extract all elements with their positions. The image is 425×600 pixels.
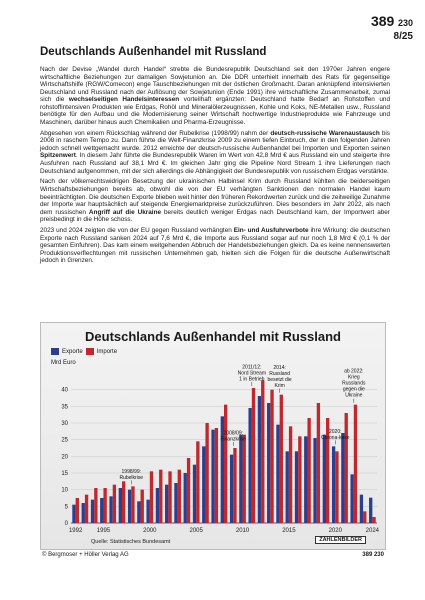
bar-exporte [286,451,289,523]
annotation-line: Rubelkrise [119,474,144,481]
annotation-line: Krieg [347,374,360,381]
bar-exporte [350,474,353,523]
chart-graphic [40,322,386,562]
bar-exporte [82,503,85,523]
bar-exporte [267,403,270,523]
y-tick-label: 40 [61,387,68,394]
bar-exporte [332,446,335,523]
annotation-line: Russlands [342,380,366,387]
bar-exporte [146,500,149,523]
article-text: ihre Wirkung: die deutschen Exporte nach Russland sanken 2024 auf 7,6 Mrd €, die Importe aus Russland sogar auf nur noch 1,8 Mrd € (0,1 % der gesamten Einfuhren). Das kam einem weitgehenden Abbruch der Handelsbeziehungen gleich. Da es keine nennenswerten Produktionsverflechtungen mit russischen Unternehmen gab, hielten sich die Folgen für die deutsche Außenwirtschaft jedoch in Grenzen. [40,227,390,265]
annotation-line: besetzt die [267,376,292,383]
bar-exporte [323,435,326,523]
x-tick-label: 2005 [189,528,203,534]
article-emphasis: Angriff auf die Ukraine [88,208,162,216]
article-paragraph [40,130,390,175]
article-paragraph [40,227,390,265]
bar-importe [363,511,366,523]
article-text: 2023 und 2024 zeigten die von der EU gegen Russland verhängten [40,227,234,235]
bar-importe [113,485,116,523]
bar-exporte [91,500,94,523]
bar-importe [289,426,292,523]
footer-number: 389 230 [362,552,384,558]
annotation-label [220,431,246,443]
chart-title: Deutschlands Außenhandel mit Russland [85,329,341,344]
annotation-line: Krim [274,382,285,389]
bar-exporte [248,408,251,523]
annotation-label [342,369,366,399]
bar-importe [141,490,144,523]
y-tick-label: 10 [61,487,68,494]
bar-exporte [369,498,372,523]
bar-exporte [258,396,261,523]
bar-exporte [119,488,122,523]
page-footer [40,552,386,562]
legend-label-exporte: Exporte [62,348,83,355]
bar-importe [187,458,190,523]
article-paragraph [40,178,390,223]
x-tick-label: 1995 [96,528,111,534]
chart-svg [41,323,387,551]
bar-importe [168,471,171,523]
bar-importe [233,448,236,523]
bar-importe [159,470,162,523]
annotation-line: Corona-krise [320,434,350,441]
bar-importe [252,388,255,523]
y-tick-label: 15 [61,471,68,477]
x-tick-label: 2010 [235,528,250,534]
bar-exporte [128,490,131,523]
annotation-line: Nord Stream [237,370,266,377]
page-header [0,0,425,60]
bar-importe [215,428,218,523]
bar-importe [354,405,357,523]
article-text: Nach der Devise „Wandel durch Handel“ strebte die Bundesrepublik Deutschland seit den 1970er Jahren engere wirtschaftliche Beziehungen zur damaligen Sowjetunion an. Die DDR unterhielt innerhalb des Rats für gegenseitige Wirtschaftshilfe (RGW/Comecon) enge Tauschbeziehungen mit der östlichen Großmacht. Daran anknüpfend intensivierten Deutschland und Russland nach der Auflösung der Sowjetunion (Ende 1991) ihre wirtschaftliche Zusammenarbeit, zumal sich die [40,66,390,104]
copyright: © Bergmoser + Höller Verlag AG [42,552,129,558]
bar-importe [224,405,227,523]
chart-source: Quelle: Statistisches Bundesamt [91,539,171,545]
annotation-line: 1 in Betrieb [239,376,265,383]
bar-importe [307,418,310,523]
bar-exporte [360,495,363,523]
brand-label: ZAHLENBILDER [315,536,366,544]
chart-panel [40,322,386,550]
bar-exporte [276,425,279,523]
annotation-line: 2014: [273,364,286,371]
bar-exporte [230,455,233,523]
bar-exporte [341,433,344,523]
bar-importe [261,380,264,523]
bar-importe [94,488,97,523]
article-emphasis: deutsch-russische Warenaustausch [270,129,380,137]
x-tick-label: 2015 [282,528,296,534]
y-tick-label: 30 [61,421,68,427]
y-tick-label: 5 [64,504,68,511]
article-text: . In diesem Jahr führte die Bundesrepublik Waren im Wert von 42,8 Mrd € aus Russland ein und steigerte ihre Ausfuhren nach Russland auf 38,1 Mrd €. Im gleichen Jahr ging die Pipeline Nord Stream 1 ihre Lieferungen nach Deutschland aufgenommen, mit der sich allerdings die Abhängigkeit der Bundesrepublik von russischem Erdgas verstärkte. [40,152,390,175]
y-tick-label: 20 [61,454,68,461]
bar-exporte [174,483,177,523]
bar-importe [76,498,79,523]
bar-importe [243,435,246,523]
bar-importe [317,403,320,523]
bar-importe [298,436,301,523]
article-text: Nach der völkerrechtswidrigen Besetzung der ukrainischen Halbinsel Krim durch Russland kühlten die beiderseitigen Wirtschaftsbeziehungen bereits ab, obwohl die von der EU verhängten Sanktionen den normalen Handel kaum beeinträchtigten. Die deutschen Exporte blieben weit hinter den früheren Rekordwerten zurück und die zeitweilige Zunahme der Importe war hauptsächlich auf steigende Energiemarktpreise zurückzuführen. Dies besonders im Jahr 2022, als nach dem russischen [40,178,390,216]
bar-exporte [165,485,168,523]
article-text: vorteilhaft ergänzten: Deutschland hatte Bedarf an Rohstoffen und rohstoffintensiven Produkten wie Erdgas, Rohöl und Mineralölerzeugnissen, Kohle und Koks, NE-Metallen usw., Russland benötigte für den Aufbau und die Modernisierung seiner Wirtschaft hochwertige Industrieprodukte wie Fahrzeuge und Maschinen, darüber hinaus auch Chemikalien und Pharma-Erzeugnisse. [40,96,390,126]
annotation-line: gegen die [342,386,365,393]
y-tick-label: 25 [61,437,68,444]
page-title: Deutschlands Außenhandel mit Russland [40,46,267,58]
bar-exporte [100,498,103,523]
bar-exporte [184,473,187,523]
bar-importe [372,517,375,523]
bar-importe [205,423,208,523]
y-tick-label: 0 [64,521,68,527]
document-number-main: 389 [370,13,395,29]
bar-exporte [72,505,75,523]
bar-importe [122,481,125,523]
x-tick-label: 2000 [143,528,157,534]
bar-importe [345,413,348,523]
annotation-line: 2008/09: [223,430,244,437]
document-number-sub: 230 [397,18,413,28]
bar-exporte [211,430,214,523]
y-tick-label: 35 [61,404,68,411]
bar-importe [178,470,181,523]
bar-exporte [295,451,298,523]
annotation-line: Ukraine [345,392,363,399]
annotation-label [238,364,266,382]
bar-importe [150,471,153,523]
article-emphasis: Ein- und Ausfuhrverbote [233,227,309,235]
bar-exporte [193,465,196,523]
article-body [40,66,390,268]
bar-exporte [109,496,112,523]
bar-importe [85,495,88,523]
bar-exporte [202,446,205,523]
annotation-line: Finanzkrise [220,436,247,443]
bar-importe [335,451,338,523]
bar-exporte [137,501,140,523]
article-text: Abgesehen von einem Rückschlag während der Rubelkrise (1998/99) nahm der [40,129,271,137]
article-text: bereits deutlich weniger Erdgas nach Deutschland kam, der Importwert aber preisbedingt in die Höhe schoss. [40,208,390,224]
bar-exporte [239,435,242,523]
x-tick-label: 1992 [68,528,83,534]
article-emphasis: wechselseitigen Handelsinteressen [68,96,180,104]
bar-importe [131,486,134,523]
bar-importe [280,395,283,523]
bar-exporte [313,438,316,523]
annotation-label [268,365,292,389]
annotation-line: 2011/12: [242,364,262,371]
y-axis-unit: Mrd Euro [51,360,76,366]
annotation-label [119,469,143,481]
annotation-line: 2020: [329,428,342,435]
document-number [371,14,413,30]
annotation-line: 1998/99: [121,468,142,475]
legend-label-importe: Importe [96,348,118,355]
annotation-line: ab 2022: [344,368,364,375]
document-issue: 8/25 [393,31,413,42]
bar-importe [103,488,106,523]
bar-exporte [156,488,159,523]
bar-importe [270,390,273,523]
bar-exporte [304,436,307,523]
article-text: bis 2008 in raschem Tempo zu. Dann führte die Welt-Finanzkrise 2009 zu einem tiefen Einbruch, der in den folgenden Jahren jedoch schnell wettgemacht wurde. 2012 erreichte der deutsch-russische Außenhandel bei Importen und Exporten seinen [40,129,391,152]
article-emphasis: Spitzenwert [40,152,76,160]
annotation-line: Russland [269,370,291,377]
bar-importe [196,441,199,523]
x-tick-label: 2020 [328,528,342,534]
article-paragraph [40,66,390,126]
x-tick-label: 2024 [365,528,380,534]
